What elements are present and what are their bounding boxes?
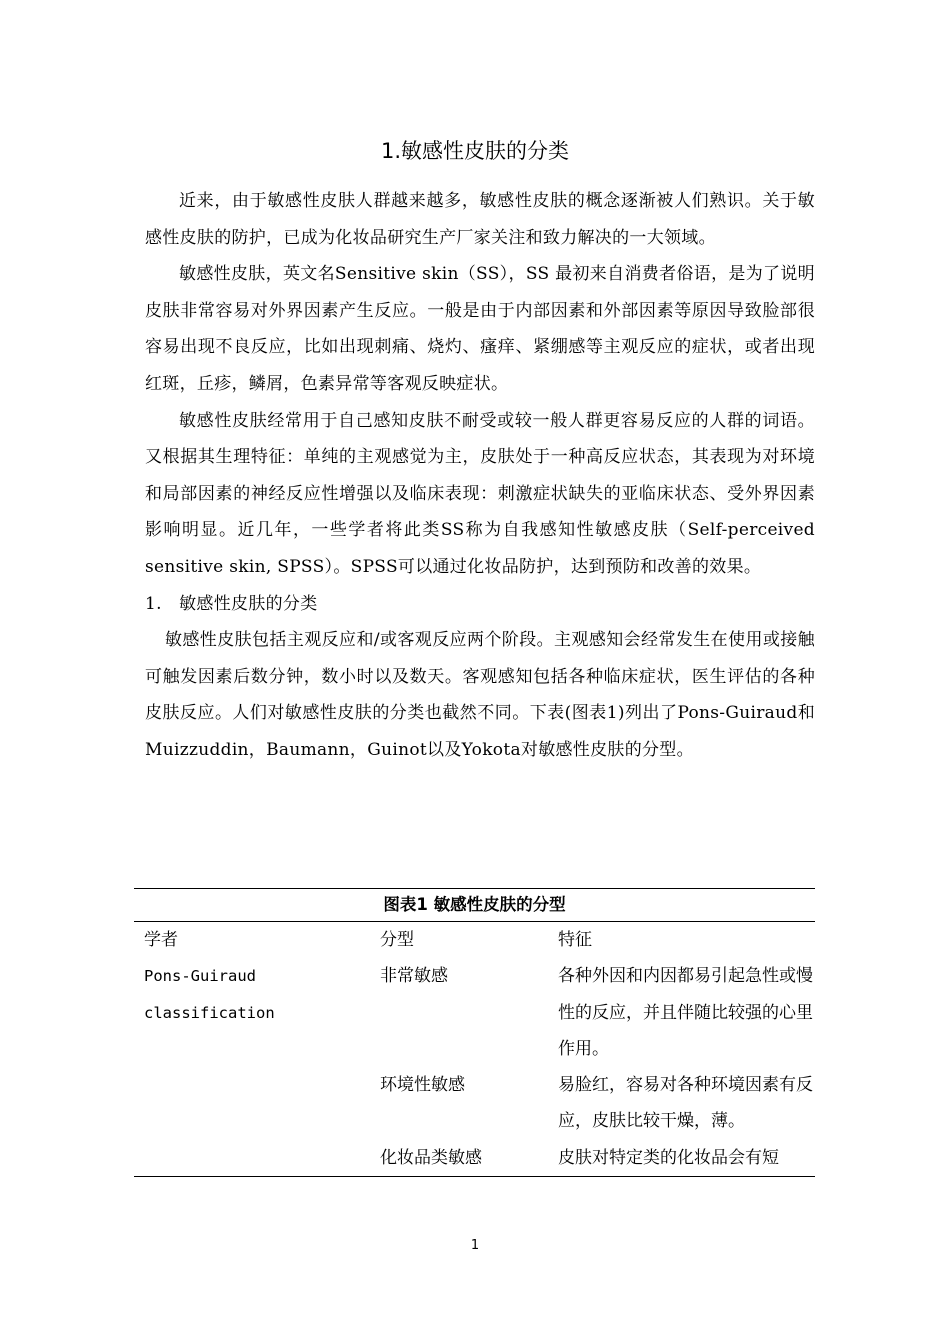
page-number: 1 [470,1238,480,1253]
scholar-cell: Pons-Guiraud classification [144,967,275,1022]
paragraph-classification: 敏感性皮肤包括主观反应和/或客观反应两个阶段。主观感知会经常发生在使用或接触可触发因素后数分钟，数小时以及数天。客观感知包括各种临床症状，医生评估的各种皮肤反应。人们对敏感性皮肤的分类也截然不同。下表(图表1)列出了Pons-Guiraud和Muizzuddin，Baumann，Guinot以及Yokota对敏感性皮肤的分型。 [145,630,815,760]
header-feature: 特征 [558,930,592,950]
page-title: 1.敏感性皮肤的分类 [380,139,570,163]
type-cell: 化妆品类敏感 [380,1147,482,1168]
paragraph-intro: 近来，由于敏感性皮肤人群越来越多，敏感性皮肤的概念逐渐被人们熟识。关于敏感性皮肤的防护，已成为化妆品研究生产厂家关注和致力解决的一大领域。 [145,191,815,248]
table-header-row [134,922,815,958]
header-scholar: 学者 [144,930,178,950]
type-cell: 非常敏感 [380,966,448,987]
type-cell: 环境性敏感 [380,1075,465,1096]
table-caption: 图表1 敏感性皮肤的分型 [134,888,815,922]
classification-table [134,888,815,1177]
table-row [134,958,815,1067]
paragraph-definition: 敏感性皮肤，英文名Sensitive skin（SS），SS 最初来自消费者俗语，是为了说明皮肤非常容易对外界因素产生反应。一般是由于内部因素和外部因素等原因导致脸部很容易出现不良反应，比如出现刺痛、烧灼、瘙痒、紧绷感等主观反应的症状，或者出现红斑，丘疹，鳞屑，色素异常等客观反映症状。 [145,264,815,394]
feature-cell: 易脸红，容易对各种环境因素有反应，皮肤比较干燥，薄。 [558,1075,813,1132]
feature-cell: 皮肤对特定类的化妆品会有短 [558,1147,779,1168]
body-text [145,183,815,769]
header-type: 分型 [380,930,414,950]
paragraph-spss: 敏感性皮肤经常用于自己感知皮肤不耐受或较一般人群更容易反应的人群的词语。又根据其生理特征：单纯的主观感觉为主，皮肤处于一种高反应状态，其表现为对环境和局部因素的神经反应性增强以及临床表现：刺激症状缺失的亚临床状态、受外界因素影响明显。近几年，一些学者将此类SS称为自我感知性敏感皮肤（Self-perceived sensitive skin, SPSS）。SPSS可以通过化妆品防护，达到预防和改善的效果。 [145,410,815,577]
feature-cell: 各种外因和内因都易引起急性或慢性的反应，并且伴随比较强的心里作用。 [558,966,813,1059]
section-heading: 1. 敏感性皮肤的分类 [145,593,318,614]
